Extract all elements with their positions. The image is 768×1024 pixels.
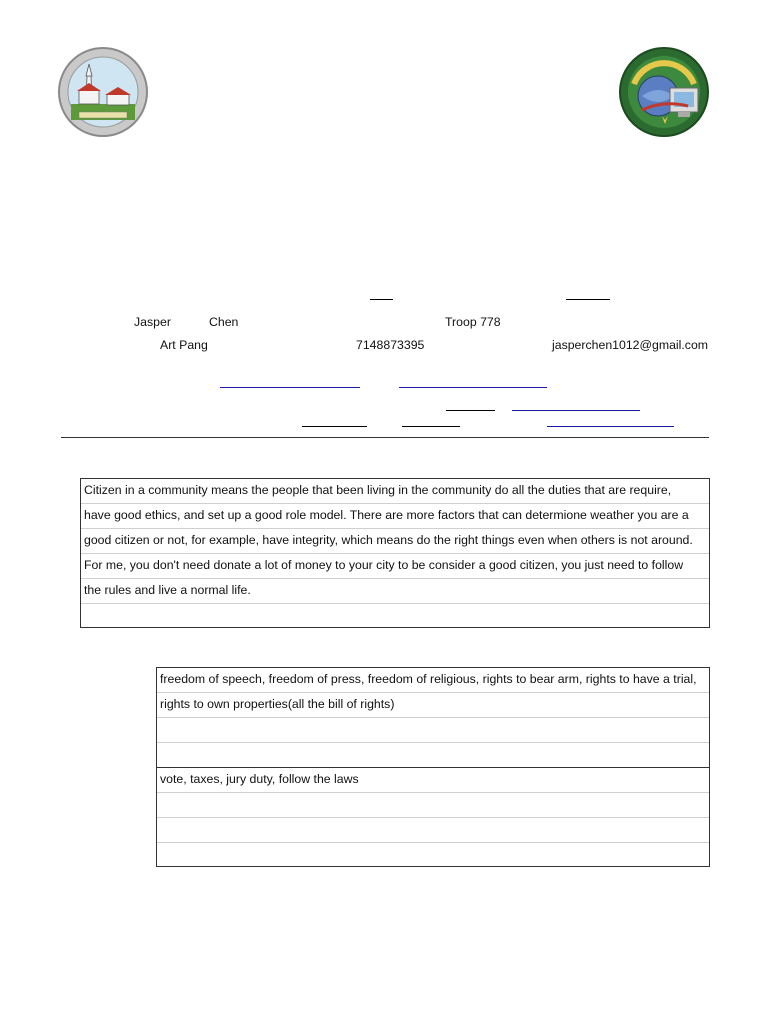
section-divider xyxy=(61,437,709,438)
duties-line xyxy=(157,793,709,818)
answer-line: have good ethics, and set up a good role model. There are more factors that can determione weather you are a xyxy=(81,504,709,529)
duties-line: vote, taxes, jury duty, follow the laws xyxy=(157,768,709,793)
link-underline[interactable] xyxy=(220,387,360,388)
scout-last-name: Chen xyxy=(209,315,239,329)
blank-line xyxy=(566,299,610,300)
link-underline[interactable] xyxy=(399,387,547,388)
answer-line: good citizen or not, for example, have integrity, which means do the right things even when others is not around. xyxy=(81,529,709,554)
blank-line xyxy=(446,410,495,411)
answer-line: For me, you don't need donate a lot of money to your city to be consider a good citizen, you just need to follow xyxy=(81,554,709,579)
scout-first-name: Jasper xyxy=(134,315,171,329)
email-address: jasperchen1012@gmail.com xyxy=(552,338,709,352)
link-underline[interactable] xyxy=(512,410,640,411)
counselor-name: Art Pang xyxy=(160,338,208,352)
rights-line: freedom of speech, freedom of press, freedom of religious, rights to bear arm, rights to have a trial, xyxy=(157,668,709,693)
blank-line xyxy=(370,299,393,300)
phone-number: 7148873395 xyxy=(356,338,425,352)
rights-line: rights to own properties(all the bill of rights) xyxy=(157,693,709,718)
link-underline[interactable] xyxy=(547,426,674,427)
rights-line xyxy=(157,743,709,768)
answer-line xyxy=(81,604,709,629)
service-project-badge-icon xyxy=(618,44,712,140)
answer-line: the rules and live a normal life. xyxy=(81,579,709,604)
rights-line xyxy=(157,718,709,743)
troop-number: Troop 778 xyxy=(445,315,501,329)
blank-line xyxy=(402,426,460,427)
duties-line xyxy=(157,818,709,843)
citizen-answer-box[interactable] xyxy=(80,478,710,628)
blank-line xyxy=(302,426,367,427)
answer-line: Citizen in a community means the people that been living in the community do all the duties that are require, xyxy=(81,479,709,504)
duties-line xyxy=(157,843,709,868)
rights-duties-answer-box[interactable] xyxy=(156,667,710,867)
citizenship-merit-badge-icon xyxy=(57,46,149,138)
